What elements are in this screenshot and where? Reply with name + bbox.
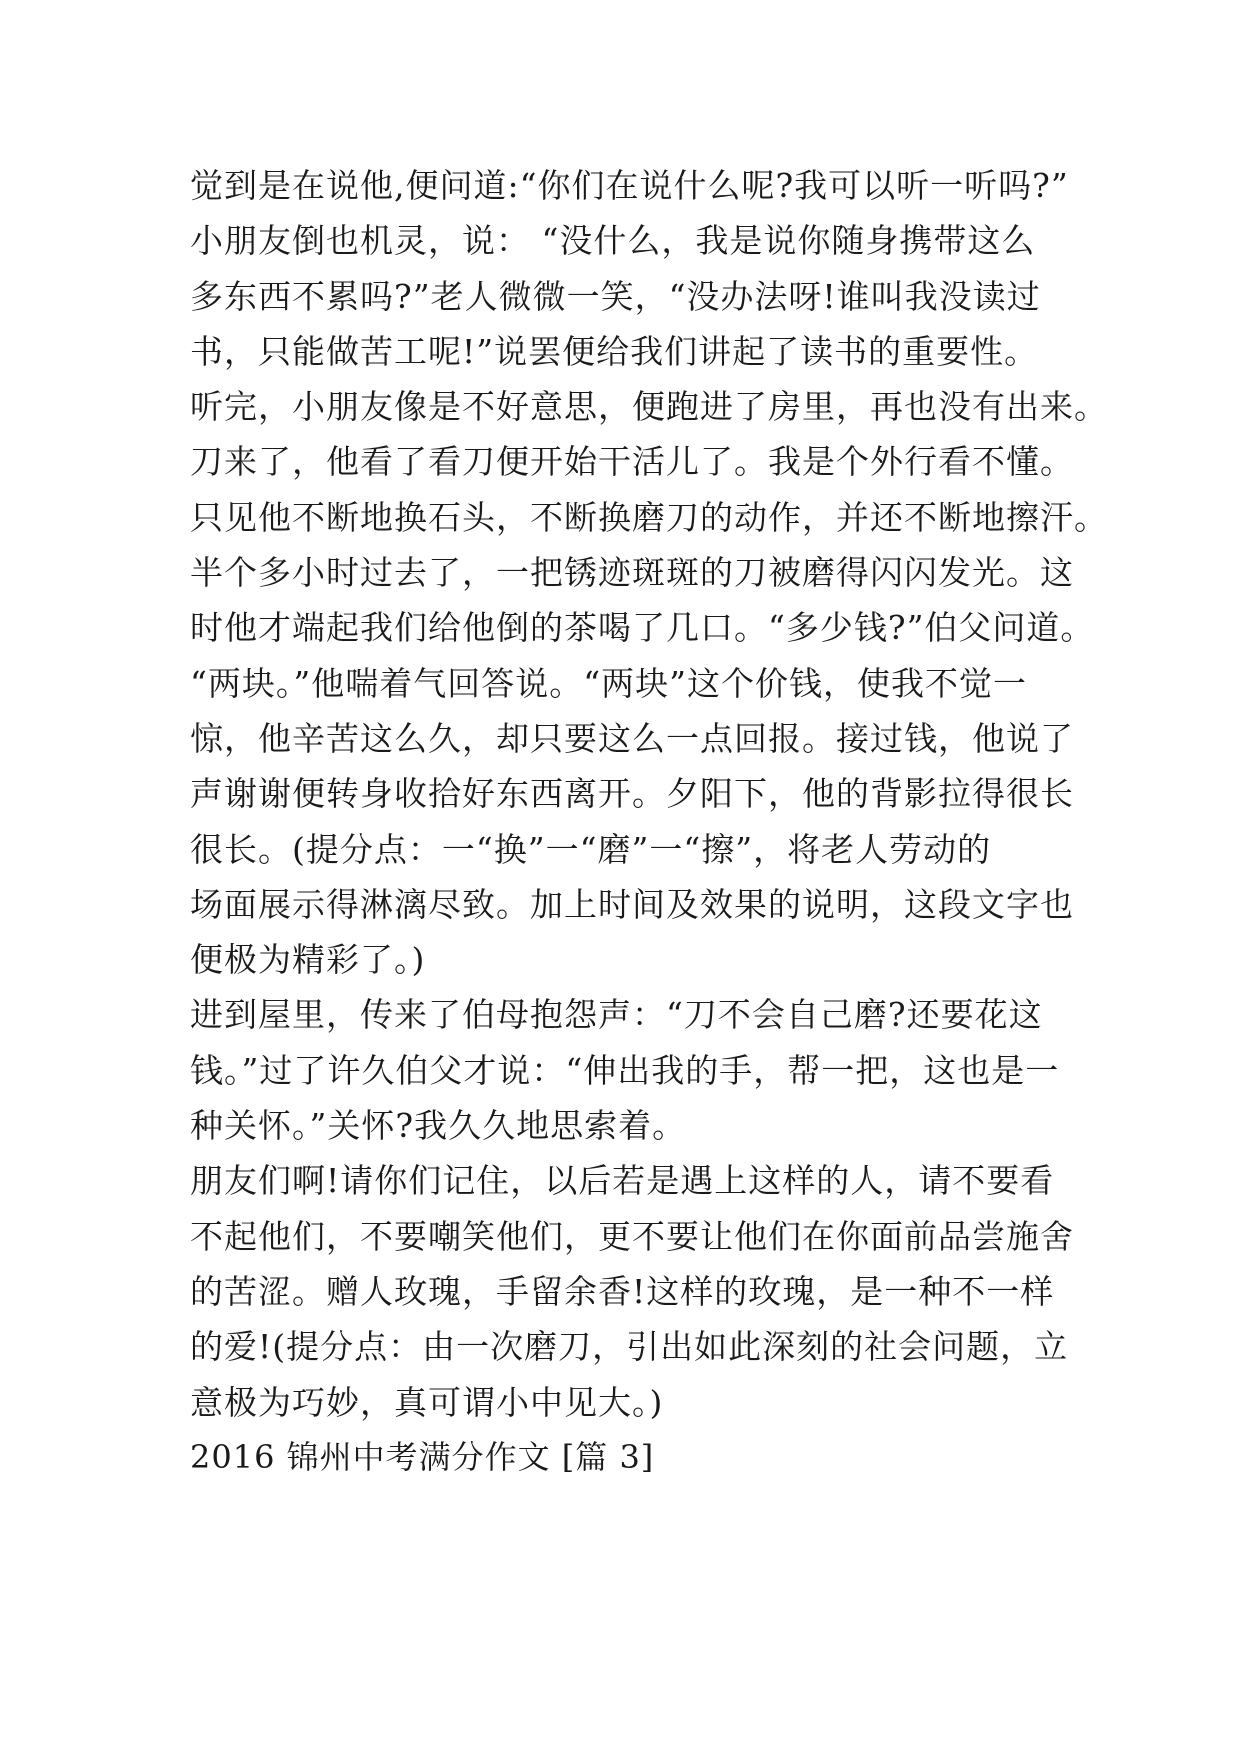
text-line: 不起他们，不要嘲笑他们，更不要让他们在你面前品尝施舍 <box>190 1216 1074 1256</box>
text-line: 的苦涩。赠人玫瑰，手留余香!这样的玫瑰，是一种不一样 <box>190 1271 1055 1311</box>
text-line: 种关怀。”关怀?我久久地思索着。 <box>190 1106 687 1146</box>
text-line: 刀来了，他看了看刀便开始干活儿了。我是个外行看不懂。 <box>190 442 1074 482</box>
text-line: 只见他不断地换石头，不断换磨刀的动作，并还不断地擦汗。 <box>190 497 1108 537</box>
text-line: 便极为精彩了。) <box>190 940 426 980</box>
text-line: 书，只能做苦工呢!”说罢便给我们讲起了读书的重要性。 <box>190 331 1039 371</box>
text-line: 朋友们啊!请你们记住，以后若是遇上这样的人，请不要看 <box>190 1161 1055 1201</box>
section-heading: 2016 锦州中考满分作文 [篇 3] <box>190 1437 655 1476</box>
text-line: 时他才端起我们给他倒的茶喝了几口。“多少钱?”伯父问道。 <box>190 608 1095 648</box>
text-line: 钱。”过了许久伯父才说：“伸出我的手，帮一把，这也是一 <box>190 1050 1060 1090</box>
text-line: 小朋友倒也机灵，说： “没什么，我是说你随身携带这么 <box>190 221 1036 261</box>
text-line: 进到屋里，传来了伯母抱怨声：“刀不会自己磨?还要花这 <box>190 995 1043 1035</box>
text-line: 的爱!(提分点：由一次磨刀，引出如此深刻的社会问题，立 <box>190 1327 1069 1367</box>
document-body <box>190 158 1108 1485</box>
text-line: 半个多小时过去了，一把锈迹斑斑的刀被磨得闪闪发光。这 <box>190 553 1074 593</box>
text-line: 听完，小朋友像是不好意思，便跑进了房里，再也没有出来。 <box>190 387 1108 427</box>
text-line: 场面展示得淋漓尽致。加上时间及效果的说明，这段文字也 <box>190 884 1074 924</box>
text-line: “两块。”他喘着气回答说。“两块”这个价钱，使我不觉一 <box>190 663 1027 703</box>
text-line: 惊，他辛苦这么久，却只要这么一点回报。接过钱，他说了 <box>190 718 1074 758</box>
text-line: 多东西不累吗?”老人微微一笑，“没办法呀!谁叫我没读过 <box>190 276 1041 316</box>
text-line: 声谢谢便转身收拾好东西离开。夕阳下，他的背影拉得很长 <box>190 774 1074 814</box>
text-line: 觉到是在说他,便问道:“你们在说什么呢?我可以听一听吗?” <box>190 166 1069 205</box>
text-line: 意极为巧妙，真可谓小中见大。) <box>190 1382 664 1422</box>
text-line: 很长。(提分点：一“换”一“磨”一“擦”，将老人劳动的 <box>190 829 992 869</box>
